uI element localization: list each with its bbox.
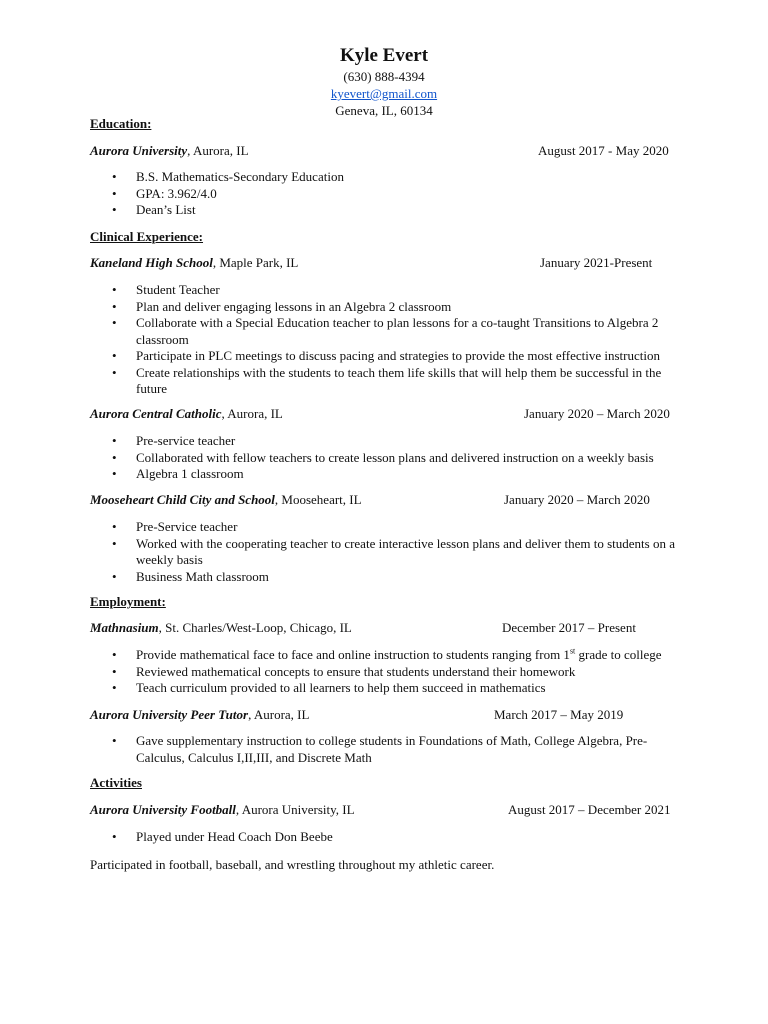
clinical-org-1: Kaneland High School [90, 255, 213, 270]
clinical-dates-3: January 2020 – March 2020 [504, 492, 650, 507]
list-item: • Collaborated with fellow teachers to create lesson plans and delivered instruction on a weekly basis [112, 450, 682, 467]
list-item: • B.S. Mathematics-Secondary Education [112, 169, 682, 186]
phone-number: (630) 888-4394 [343, 69, 425, 84]
list-item: • Reviewed mathematical concepts to ensure that students understand their homework [112, 664, 682, 681]
bullet-text: Provide mathematical face to face and online instruction to students ranging from 1 [136, 647, 570, 662]
email-link[interactable]: kyevert@gmail.com [330, 86, 438, 101]
employment-org-1: Mathnasium [90, 620, 159, 635]
clinical-bullets-1 [112, 282, 682, 398]
employment-org-line-2 [90, 707, 309, 723]
clinical-org-line-2 [90, 406, 283, 422]
list-item: • Student Teacher [112, 282, 682, 299]
employment-dates-2: March 2017 – May 2019 [494, 707, 624, 722]
employment-bullets-1 [112, 647, 682, 697]
clinical-org-2: Aurora Central Catholic [90, 406, 222, 421]
clinical-location-2: , Aurora, IL [221, 406, 283, 421]
activities-dates: August 2017 – December 2021 [508, 802, 671, 817]
list-item: • Dean’s List [112, 202, 682, 219]
activities-org: Aurora University Football [90, 802, 236, 817]
employment-location-2: , Aurora, IL [248, 707, 310, 722]
list-item: • Teach curriculum provided to all learners to help them succeed in mathematics [112, 680, 682, 697]
clinical-heading: Clinical Experience: [90, 229, 204, 244]
clinical-org-line-1 [90, 255, 298, 271]
location: Geneva, IL, 60134 [335, 103, 433, 118]
clinical-dates-1: January 2021-Present [540, 255, 653, 270]
activities-location: , Aurora University, IL [235, 802, 355, 817]
education-heading: Education: [90, 116, 152, 131]
list-item: • Business Math classroom [112, 569, 682, 586]
employment-dates-1: December 2017 – Present [502, 620, 636, 635]
list-item: • Played under Head Coach Don Beebe [112, 829, 682, 846]
clinical-org-line-3 [90, 492, 362, 508]
employment-heading: Employment: [90, 594, 166, 609]
education-org: Aurora University [90, 143, 188, 158]
clinical-bullets-2 [112, 433, 682, 483]
education-org-line [90, 143, 249, 159]
list-item [112, 647, 682, 664]
employment-org-2: Aurora University Peer Tutor [90, 707, 249, 722]
activities-heading: Activities [90, 775, 142, 790]
employment-bullets-2 [112, 733, 682, 766]
candidate-name: Kyle Evert [339, 45, 429, 66]
clinical-location-1: , Maple Park, IL [212, 255, 299, 270]
resume-header [0, 44, 768, 119]
employment-location-1: , St. Charles/West-Loop, Chicago, IL [158, 620, 352, 635]
clinical-org-3: Mooseheart Child City and School [90, 492, 275, 507]
list-item: • Create relationships with the students to teach them life skills that will help them be successful in the future [112, 365, 682, 398]
list-item: • Gave supplementary instruction to college students in Foundations of Math, College Algebra, Pre-Calculus, Calculus I,II,III, and Discrete Math [112, 733, 682, 766]
ordinal-superscript: st [569, 646, 576, 656]
clinical-bullets-3 [112, 519, 682, 585]
clinical-location-3: , Mooseheart, IL [274, 492, 362, 507]
list-item: • Worked with the cooperating teacher to create interactive lesson plans and deliver them to students on a weekly basis [112, 536, 682, 569]
list-item: • Collaborate with a Special Education teacher to plan lessons for a co-taught Transitions to Algebra 2 classroom [112, 315, 682, 348]
education-dates: August 2017 - May 2020 [538, 143, 669, 158]
education-location: , Aurora, IL [187, 143, 249, 158]
list-item: • Pre-service teacher [112, 433, 682, 450]
activities-closing: Participated in football, baseball, and wrestling throughout my athletic career. [90, 857, 495, 872]
clinical-dates-2: January 2020 – March 2020 [524, 406, 670, 421]
employment-org-line-1 [90, 620, 352, 636]
activities-bullets [112, 829, 682, 846]
activities-org-line [90, 802, 355, 818]
bullet-text-end: grade to college [575, 647, 662, 662]
list-item: • Pre-Service teacher [112, 519, 682, 536]
list-item: • Participate in PLC meetings to discuss pacing and strategies to provide the most effective instruction [112, 348, 682, 365]
education-bullets [112, 169, 682, 219]
list-item: • GPA: 3.962/4.0 [112, 186, 682, 203]
list-item: • Plan and deliver engaging lessons in an Algebra 2 classroom [112, 299, 682, 316]
list-item: • Algebra 1 classroom [112, 466, 682, 483]
